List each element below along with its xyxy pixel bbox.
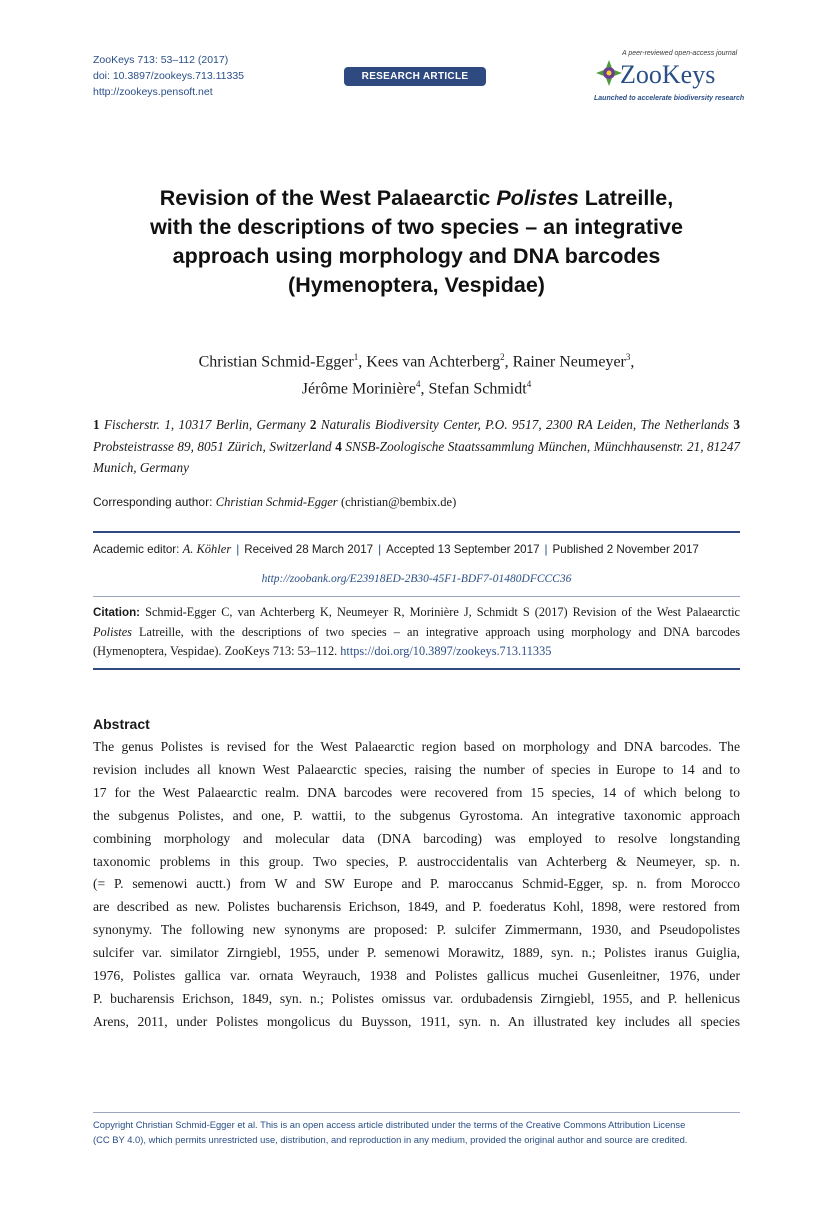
zookeys-logo-text: ZooKeys — [620, 60, 716, 89]
footer-divider — [93, 1112, 740, 1113]
author-name: Rainer Neumeyer — [512, 353, 626, 371]
divider — [93, 531, 740, 533]
zoobank-link[interactable]: http://zoobank.org/E23918ED-2B30-45F1-BDF7-01480DFCCC36 — [261, 573, 572, 585]
abstract-line: combining morphology and molecular data (DNA barcoding) was employed to resolve longstanding — [93, 830, 740, 846]
divider — [93, 596, 740, 597]
doi-link[interactable]: https://doi.org/10.3897/zookeys.713.11335 — [340, 644, 552, 658]
abstract-line: the subgenus Polistes, and one, P. wattii, to the subgenus Gyrostoma. An integrative taxonomic approach — [93, 807, 740, 823]
citation-block: Citation: Schmid-Egger C, van Achterberg K, Neumeyer R, Morinière J, Schmidt S (2017) Revision of the West Palaearctic Polistes Latreille, with the descriptions of two species – an integrative approach using morphology and DNA barcodes (Hymenoptera, Vespidae). ZooKeys 713: 53–112. https://doi.org/10.3897/zookeys.713.11335 — [93, 605, 740, 658]
logo-tagline-bottom: Launched to accelerate biodiversity research — [594, 95, 745, 102]
abstract-line: 17 for the West Palaearctic realm. DNA barcodes were recovered from 15 species, 14 of which belong to — [93, 784, 740, 800]
abstract-line: 1976, Polistes gallica var. ornata Weyrauch, 1938 and Polistes gallicus muchei Gusenleitner, 1976, under — [93, 968, 740, 984]
article-title: Revision of the West Palaearctic Polistes Latreille, with the descriptions of two species – an integrative approach using morphology and DNA barcodes (Hymenoptera, Vespidae) — [150, 186, 683, 297]
copyright-footer: Copyright Christian Schmid-Egger et al. This is an open access article distributed under the terms of the Creative Commons Attribution License (CC BY 4.0), which permits unrestricted use, distribution, and reproduction in any medium, provided the original author and source are credited. — [93, 1119, 688, 1145]
abstract-line: taxonomic problems in this group. Two species, P. austroccidentalis van Achterberg & Neumeyer, sp. n. — [93, 853, 740, 869]
author-name: Stefan Schmidt — [428, 380, 527, 398]
corresponding-author: Corresponding author: Christian Schmid-Egger (christian@bembix.de) — [93, 495, 457, 509]
abstract-text — [93, 736, 740, 1034]
abstract-heading: Abstract — [93, 716, 150, 732]
email-link[interactable]: (christian@bembix.de) — [340, 495, 457, 509]
logo-tagline-top: A peer-reviewed open-access journal — [622, 50, 738, 57]
author-name: Kees van Achterberg — [366, 353, 501, 371]
abstract-line: The genus Polistes is revised for the West Palaearctic region based on morphology and DNA barcodes. The — [93, 739, 740, 754]
abstract-line: revision includes all known West Palaearctic species, raising the number of species in Europe to 14 and to — [93, 761, 740, 777]
author-list: Christian Schmid-Egger$^1$, Kees van Achterberg$^2$, Rainer Neumeyer$^3$, Jérôme Morinière$^4$, Stefan Schmidt$^4$ — [198, 352, 635, 398]
affiliations: 1 Fischerstr. 1, 10317 Berlin, Germany 2 Naturalis Biodiversity Center, P.O. 9517, 2300 RA Leiden, The Netherlands 3 Probsteistrasse 89, 8051 Zürich, Switzerland 4 SNSB-Zoologische Staatssammlung München, Münchhausenstr. 21, 81247 Munich, Germany — [93, 417, 741, 475]
divider — [93, 668, 740, 670]
journal-issue: ZooKeys 713: 53–112 (2017) — [93, 54, 229, 66]
abstract-line: P. bucharensis Erichson, 1849, syn. n.; Polistes omissus var. ordubadensis Zirngiebl, 1955, and P. hellenicus — [93, 990, 740, 1006]
editorial-info: Academic editor: A. Köhler | Received 28 March 2017 | Accepted 13 September 2017 | Published 2 November 2017 — [93, 542, 699, 556]
author-name: Jérôme Morinière — [301, 380, 416, 398]
abstract-line: Arens, 2011, under Polistes mongolicus du Buysson, 1911, syn. n. An illustrated key includes all species — [93, 1013, 740, 1029]
article-type-badge: RESEARCH ARTICLE — [344, 67, 486, 86]
article-doi[interactable]: doi: 10.3897/zookeys.713.11335 — [93, 70, 245, 82]
journal-url[interactable]: http://zookeys.pensoft.net — [93, 86, 213, 98]
abstract-line: synonymy. The following new synonyms are proposed: P. sulcifer Zimmermann, 1930, and Pseudopolistes — [93, 922, 740, 938]
abstract-line: (= P. semenowi auctt.) from W and SW Europe and P. maroccanus Schmid-Egger, sp. n. from Morocco — [93, 876, 740, 892]
abstract-line: are described as new. Polistes bucharensis Erichson, 1849, and P. foederatus Kohl, 1898, were restored from — [93, 899, 740, 915]
author-name: Christian Schmid-Egger — [198, 353, 354, 371]
abstract-line: sulcifer var. similator Zirngiebl, 1955, under P. semenowi Morawitz, 1889, syn. n.; Polistes iranus Guiglia, — [93, 945, 740, 961]
journal-header — [93, 52, 244, 100]
